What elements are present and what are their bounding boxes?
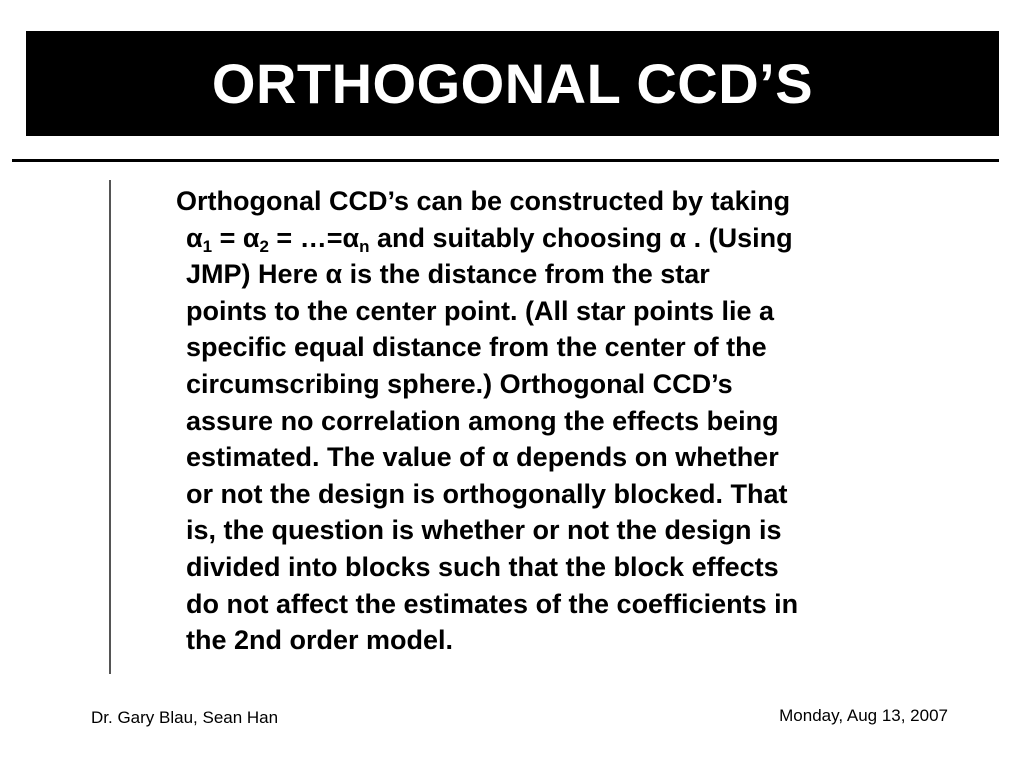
slide-body <box>176 183 976 659</box>
body-line-2-rest: and suitably choosing α . (Using <box>369 222 793 253</box>
title-banner <box>26 31 999 136</box>
body-line-8: estimated. The value of α depends on whether <box>186 442 779 473</box>
body-line-7: assure no correlation among the effects being <box>186 405 779 436</box>
body-line-13: the 2nd order model. <box>186 625 454 656</box>
body-line-1: Orthogonal CCD’s can be constructed by taking <box>176 186 791 216</box>
horizontal-divider <box>12 159 999 162</box>
body-line-6: circumscribing sphere.) Orthogonal CCD’s <box>186 368 733 399</box>
body-line-5: specific equal distance from the center of the <box>186 332 767 363</box>
subscript-2: 2 <box>259 236 269 256</box>
body-line-10: is, the question is whether or not the design is <box>186 515 782 546</box>
equals-ellipsis-alpha: = …=α <box>268 222 360 253</box>
equals-alpha: = α <box>212 222 260 253</box>
subscript-1: 1 <box>202 236 213 256</box>
vertical-divider <box>109 180 111 674</box>
footer-authors: Dr. Gary Blau, Sean Han <box>91 708 279 727</box>
subscript-n: n <box>359 236 370 256</box>
body-line-9: or not the design is orthogonally blocked. That <box>186 478 788 509</box>
body-line-3: JMP) Here α is the distance from the star <box>186 259 710 290</box>
body-line-11: divided into blocks such that the block effects <box>186 551 779 582</box>
footer-date: Monday, Aug 13, 2007 <box>779 706 948 725</box>
body-line-12: do not affect the estimates of the coefficients in <box>186 588 799 619</box>
body-line-4: points to the center point. (All star points lie a <box>186 295 775 326</box>
slide-title: ORTHOGONAL CCD’S <box>211 51 814 115</box>
alpha-symbol: α <box>186 222 203 253</box>
body-line-2 <box>186 220 976 257</box>
